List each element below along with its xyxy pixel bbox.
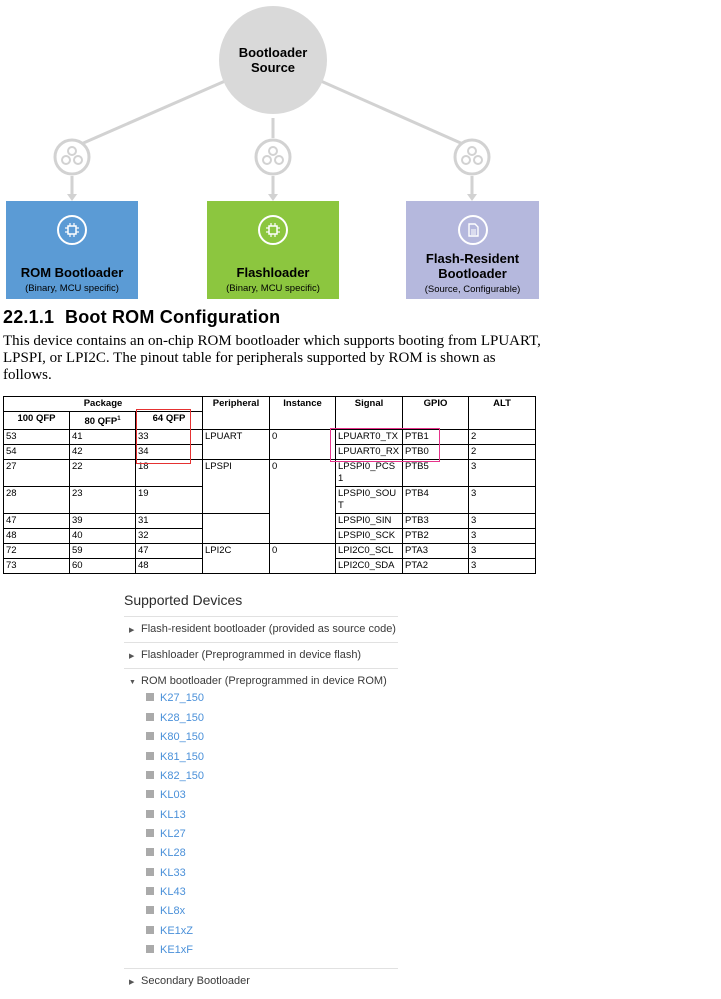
bullet-square-icon	[146, 848, 154, 856]
qfp64-header: 64 QFP	[136, 412, 203, 430]
cell-signal: LPI2C0_SDA	[336, 559, 403, 574]
cell-signal: LPSPI0_SIN	[336, 514, 403, 529]
cell-instance: 0	[270, 544, 336, 574]
gpio-header: GPIO	[403, 397, 469, 430]
bullet-square-icon	[146, 790, 154, 798]
cell-alt: 3	[469, 529, 536, 544]
cell-80qfp: 41	[70, 430, 136, 445]
pinout-table	[3, 396, 536, 574]
device-link[interactable]: KL8x	[146, 905, 185, 917]
device-link[interactable]: K27_150	[146, 692, 204, 704]
instance-header: Instance	[270, 397, 336, 430]
cell-100qfp: 28	[4, 487, 70, 514]
section-paragraph: This device contains an on-chip ROM bootloader which supports booting from LPUART, LPSPI, or LPI2C. The pinout table for peripherals supported by ROM is shown as follows.	[3, 333, 541, 383]
device-link[interactable]: K28_150	[146, 712, 204, 724]
rom-bootloader-box	[6, 201, 138, 299]
cell-peripheral: LPUART	[203, 430, 270, 460]
source-label: Bootloader Source	[238, 45, 308, 75]
tree-item-flash-resident[interactable]: ▶ Flash-resident bootloader (provided as source code)	[124, 616, 398, 642]
cell-64qfp: 34	[136, 445, 203, 460]
cell-alt: 3	[469, 514, 536, 529]
tree-item-rom-bootloader[interactable]: ▼ ROM bootloader (Preprogrammed in device ROM)	[124, 668, 398, 690]
package-highlight	[136, 409, 191, 464]
device-link[interactable]: KL03	[146, 789, 186, 801]
cell-alt: 2	[469, 445, 536, 460]
section-number: 22.1.1	[3, 307, 55, 327]
tree-item-secondary-bootloader[interactable]: ▶ Secondary Bootloader	[124, 968, 398, 994]
device-link[interactable]: KL28	[146, 847, 186, 859]
device-link[interactable]: KL43	[146, 886, 186, 898]
cell-alt: 3	[469, 544, 536, 559]
box-subtitle: (Binary, MCU specific)	[226, 283, 320, 294]
cell-gpio: PTB3	[403, 514, 469, 529]
bullet-square-icon	[146, 829, 154, 837]
cell-gpio: PTA3	[403, 544, 469, 559]
cell-64qfp: 33	[136, 430, 203, 445]
cell-alt: 3	[469, 487, 536, 514]
signal-header: Signal	[336, 397, 403, 430]
cell-64qfp: 19	[136, 487, 203, 514]
box-subtitle: (Binary, MCU specific)	[25, 283, 119, 294]
connector-icon	[55, 140, 489, 174]
box-subtitle: (Source, Configurable)	[424, 284, 521, 295]
cell-100qfp: 73	[4, 559, 70, 574]
device-link[interactable]: KL13	[146, 809, 186, 821]
device-link[interactable]: KE1xZ	[146, 925, 193, 937]
cell-64qfp: 32	[136, 529, 203, 544]
bullet-square-icon	[146, 926, 154, 934]
box-title: Flashloader	[236, 265, 310, 280]
device-link[interactable]: K81_150	[146, 751, 204, 763]
cell-gpio: PTA2	[403, 559, 469, 574]
cell-instance: 0	[270, 460, 336, 544]
cell-gpio: PTB4	[403, 487, 469, 514]
cell-80qfp: 22	[70, 460, 136, 487]
cell-peripheral: LPSPI	[203, 460, 270, 514]
cell-gpio: PTB2	[403, 529, 469, 544]
package-header: Package	[4, 397, 203, 412]
bullet-square-icon	[146, 732, 154, 740]
cell-signal: LPUART0_RX	[336, 445, 403, 460]
bullet-square-icon	[146, 771, 154, 779]
cell-64qfp: 48	[136, 559, 203, 574]
qfp100-header: 100 QFP	[4, 412, 70, 430]
device-link[interactable]: K82_150	[146, 770, 204, 782]
table-header-row	[4, 397, 536, 412]
bullet-square-icon	[146, 868, 154, 876]
section-heading	[3, 307, 280, 328]
bullet-square-icon	[146, 906, 154, 914]
cell-gpio: PTB5	[403, 460, 469, 487]
bullet-square-icon	[146, 887, 154, 895]
chip-icon	[258, 215, 288, 245]
cell-100qfp: 27	[4, 460, 70, 487]
cell-100qfp: 72	[4, 544, 70, 559]
bullet-square-icon	[146, 713, 154, 721]
flashloader-box	[207, 201, 339, 299]
cell-100qfp: 47	[4, 514, 70, 529]
device-link[interactable]: KL33	[146, 867, 186, 879]
box-title: Flash-Resident Bootloader	[425, 251, 520, 281]
bullet-square-icon	[146, 693, 154, 701]
cell-80qfp: 59	[70, 544, 136, 559]
peripheral-header: Peripheral	[203, 397, 270, 430]
tree-item-flashloader[interactable]: ▶ Flashloader (Preprogrammed in device flash)	[124, 642, 398, 668]
box-title: ROM Bootloader	[20, 265, 124, 280]
caret-down-icon: ▼	[129, 679, 136, 686]
cell-signal: LPUART0_TX	[336, 430, 403, 445]
cell-100qfp: 48	[4, 529, 70, 544]
cell-100qfp: 54	[4, 445, 70, 460]
cell-100qfp: 53	[4, 430, 70, 445]
section-title: Boot ROM Configuration	[65, 307, 281, 327]
cell-peripheral: LPI2C	[203, 544, 270, 574]
cell-signal: LPSPI0_PCS 1	[336, 460, 403, 487]
cell-signal: LPSPI0_SCK	[336, 529, 403, 544]
cell-64qfp: 18	[136, 460, 203, 487]
cell-gpio: PTB0	[403, 445, 469, 460]
cell-signal: LPSPI0_SOU T	[336, 487, 403, 514]
table-row	[4, 460, 536, 487]
cell-alt: 2	[469, 430, 536, 445]
cell-instance: 0	[270, 430, 336, 460]
table-row	[4, 544, 536, 559]
device-link[interactable]: KL27	[146, 828, 186, 840]
cell-80qfp: 39	[70, 514, 136, 529]
bullet-square-icon	[146, 752, 154, 760]
bullet-square-icon	[146, 945, 154, 953]
device-link[interactable]: K80_150	[146, 731, 204, 743]
flash-resident-box	[406, 201, 539, 299]
cell-64qfp: 31	[136, 514, 203, 529]
cell-80qfp: 23	[70, 487, 136, 514]
cell-64qfp: 47	[136, 544, 203, 559]
document-icon	[458, 215, 488, 245]
alt-header: ALT	[469, 397, 536, 430]
caret-right-icon: ▶	[129, 627, 135, 634]
cell-signal: LPI2C0_SCL	[336, 544, 403, 559]
table-row	[4, 430, 536, 445]
device-link[interactable]: KE1xF	[146, 944, 193, 956]
cell-alt: 3	[469, 559, 536, 574]
cell-peripheral	[203, 514, 270, 544]
bullet-square-icon	[146, 810, 154, 818]
cell-80qfp: 40	[70, 529, 136, 544]
caret-right-icon: ▶	[129, 653, 135, 660]
cell-alt: 3	[469, 460, 536, 487]
cell-80qfp: 42	[70, 445, 136, 460]
cell-80qfp: 60	[70, 559, 136, 574]
chip-icon	[57, 215, 87, 245]
caret-right-icon: ▶	[129, 979, 135, 986]
signal-highlight	[330, 428, 440, 462]
qfp80-header: 80 QFP$^1$	[70, 412, 136, 430]
supported-devices-title: Supported Devices	[124, 592, 243, 608]
cell-gpio: PTB1	[403, 430, 469, 445]
